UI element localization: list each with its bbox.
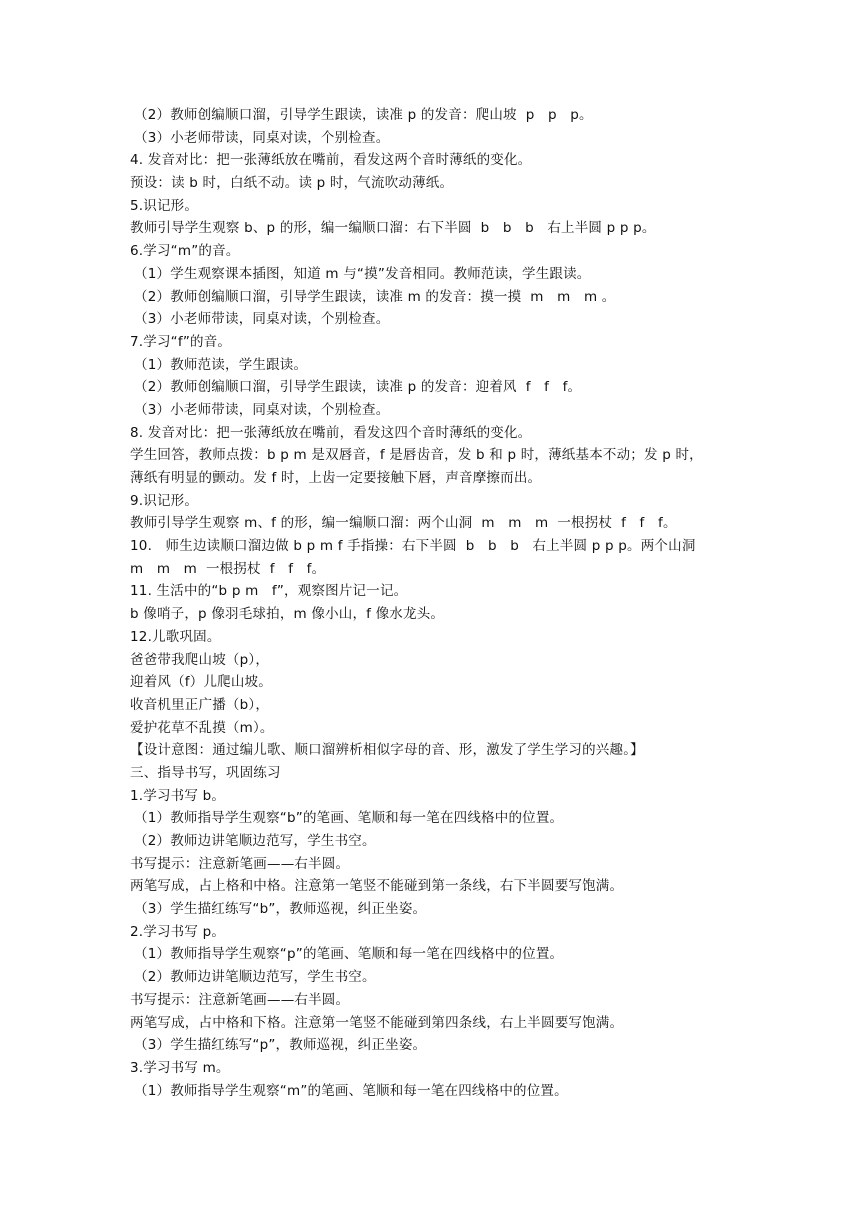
- text-line: （3）小老师带读，同桌对读，个别检查。: [134, 311, 390, 328]
- text-line: （3）小老师带读，同桌对读，个别检查。: [134, 129, 390, 146]
- text-line: 4. 发音对比：把一张薄纸放在嘴前，看发这两个音时薄纸的变化。: [130, 152, 532, 169]
- text-line: （1）教师指导学生观察“m”的笔画、笔顺和每一笔在四线格中的位置。: [134, 1082, 568, 1099]
- text-line: 两笔写成，占中格和下格。注意第一笔竖不能碰到第四条线，右上半圆要写饱满。: [130, 1014, 624, 1031]
- text-line: 两笔写成，占上格和中格。注意第一笔竖不能碰到第一条线，右下半圆要写饱满。: [130, 878, 624, 895]
- text-line: （2）教师创编顺口溜，引导学生跟读，读准 p 的发音：迎着风 f f f。: [134, 379, 582, 396]
- text-line: 薄纸有明显的颤动。发 f 时，上齿一定要接触下唇，声音摩擦而出。: [130, 470, 542, 486]
- text-line: 9.识记形。: [130, 492, 199, 509]
- text-line: 三、指导书写，巩固练习: [130, 764, 281, 781]
- text-line: （3）小老师带读，同桌对读，个别检查。: [134, 401, 390, 418]
- text-line: 7.学习“f”的音。: [130, 333, 232, 350]
- text-line: 11. 生活中的“b p m f”，观察图片记一记。: [130, 583, 408, 600]
- text-line: （3）学生描红练写“b”，教师巡视，纠正坐姿。: [134, 901, 427, 918]
- text-line: 8. 发音对比：把一张薄纸放在嘴前，看发这四个音时薄纸的变化。: [130, 424, 532, 441]
- text-line: b 像哨子，p 像羽毛球拍，m 像小山，f 像水龙头。: [130, 606, 445, 623]
- text-line: （1）学生观察课本插图，知道 m 与“摸”发音相同。教师范读，学生跟读。: [134, 265, 591, 282]
- text-line: 【设计意图：通过编儿歌、顺口溜辨析相似字母的音、形，激发了学生学习的兴趣。】: [130, 742, 644, 759]
- text-line: 教师引导学生观察 b、p 的形，编一编顺口溜：右下半圆 b b b 右上半圆 p p p。: [130, 220, 656, 237]
- text-line: 爱护花草不乱摸（m）。: [130, 719, 274, 736]
- text-line: 预设：读 b 时，白纸不动。读 p 时，气流吹动薄纸。: [130, 175, 454, 192]
- text-line: （2）教师边讲笔顺边范写，学生书空。: [134, 833, 376, 849]
- text-line: （3）学生描红练写“p”，教师巡视，纠正坐姿。: [134, 1037, 427, 1054]
- text-line: 12.儿歌巩固。: [130, 628, 221, 645]
- text-line: 10. 师生边读顺口溜边做 b p m f 手指操：右下半圆 b b b 右上半圆 p p p。两个山洞: [130, 538, 696, 555]
- document-page: [130, 104, 730, 1102]
- text-line: （2）教师创编顺口溜，引导学生跟读，读准 p 的发音：爬山坡 p p p。: [134, 107, 593, 123]
- text-line: m m m 一根拐杖 f f f。: [130, 560, 326, 577]
- text-line: 学生回答，教师点拨：b p m 是双唇音，f 是唇齿音，发 b 和 p 时，薄纸基本不动；发 p 时，: [130, 447, 703, 464]
- text-line: （1）教师指导学生观察“p”的笔画、笔顺和每一笔在四线格中的位置。: [134, 946, 564, 963]
- text-line: 迎着风（f）儿爬山坡。: [130, 674, 272, 691]
- text-line: 2.学习书写 p。: [130, 923, 226, 940]
- text-line: 书写提示：注意新笔画——右半圆。: [130, 991, 350, 1008]
- text-line: 3.学习书写 m。: [130, 1059, 230, 1076]
- text-line: 6.学习“m”的音。: [130, 243, 240, 260]
- text-line: 收音机里正广播（b），: [130, 696, 270, 713]
- text-line: 1.学习书写 b。: [130, 787, 226, 804]
- text-line: 爸爸带我爬山坡（p），: [130, 651, 270, 668]
- text-line: （2）教师创编顺口溜，引导学生跟读，读准 m 的发音：摸一摸 m m m 。: [134, 288, 616, 305]
- text-line: 5.识记形。: [130, 197, 199, 214]
- text-line: 教师引导学生观察 m、f 的形，编一编顺口溜：两个山洞 m m m 一根拐杖 f f f。: [130, 515, 677, 532]
- text-line: （1）教师指导学生观察“b”的笔画、笔顺和每一笔在四线格中的位置。: [134, 810, 564, 827]
- text-line: （2）教师边讲笔顺边范写，学生书空。: [134, 969, 376, 986]
- text-line: （1）教师范读，学生跟读。: [134, 356, 308, 373]
- text-line: 书写提示：注意新笔画——右半圆。: [130, 855, 350, 872]
